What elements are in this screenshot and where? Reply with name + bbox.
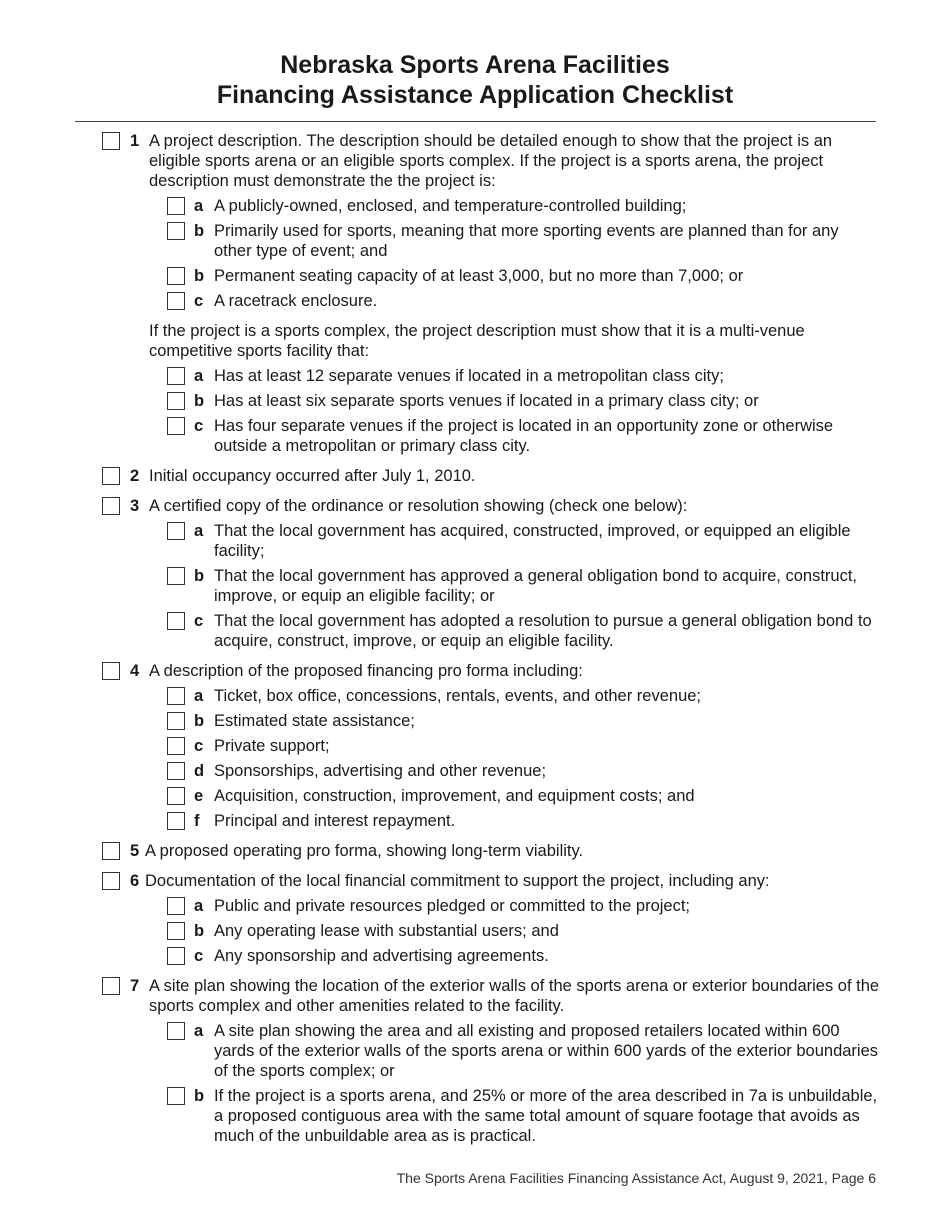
checklist-subitem (0, 921, 950, 941)
subitem-text: Principal and interest repayment. (214, 812, 456, 830)
checkbox[interactable] (167, 1022, 185, 1040)
subitem-letter: b (194, 392, 205, 410)
subitem-letter: b (194, 1087, 205, 1105)
item-text: A proposed operating pro forma, showing long-term viability. (145, 842, 584, 860)
subitem-text: Has at least 12 separate venues if located in a metropolitan class city; (214, 367, 724, 385)
checkbox[interactable] (167, 392, 185, 410)
item-number: 1 (130, 132, 140, 150)
checkbox[interactable] (167, 612, 185, 630)
checklist-subitem (0, 786, 950, 806)
checkbox[interactable] (102, 132, 120, 150)
subitem-letter: a (194, 522, 204, 540)
item-number: 3 (130, 497, 140, 515)
checklist-subitem (0, 811, 950, 831)
subitem-letter: c (194, 292, 204, 310)
checkbox[interactable] (102, 662, 120, 680)
item-text: A description of the proposed financing pro forma including: (149, 662, 583, 680)
checkbox[interactable] (167, 1087, 185, 1105)
checkbox[interactable] (167, 222, 185, 240)
subitem-text: That the local government has adopted a resolution to pursue a general obligation bond to acquire, construct, improve, or equip an eligible facility. (214, 612, 872, 650)
subitem-text: Estimated state assistance; (214, 712, 415, 730)
checklist-subitem (0, 896, 950, 916)
checkbox[interactable] (167, 367, 185, 385)
checklist-subitem (0, 416, 950, 456)
title-divider (75, 121, 876, 122)
checkbox[interactable] (167, 922, 185, 940)
checkbox[interactable] (167, 787, 185, 805)
title-line-1: Nebraska Sports Arena Facilities (280, 51, 670, 79)
checklist-subitem (0, 736, 950, 756)
checklist-item-4 (0, 661, 950, 681)
subitem-letter: b (194, 712, 205, 730)
checklist-item-1 (0, 131, 950, 191)
subitem-text: If the project is a sports arena, and 25% or more of the area described in 7a is unbuildable, a proposed contiguous area with the same total amount of square footage that avoids as much of the unbuildable area as is practical. (214, 1087, 878, 1145)
checklist-subitem (0, 366, 950, 386)
subitem-letter: a (194, 897, 204, 915)
item-number: 7 (130, 977, 140, 995)
subitem-letter: b (194, 922, 205, 940)
subitem-letter: b (194, 567, 205, 585)
item-text: A site plan showing the location of the exterior walls of the sports arena or exterior boundaries of the sports complex and other amenities related to the facility. (149, 977, 880, 1015)
subitem-text: Public and private resources pledged or committed to the project; (214, 897, 691, 915)
subitem-text: Ticket, box office, concessions, rentals, events, and other revenue; (214, 687, 702, 705)
item-text: Initial occupancy occurred after July 1, 2010. (149, 467, 476, 485)
subitem-letter: c (194, 947, 204, 965)
checklist-item-2 (0, 466, 950, 486)
checklist-subitem (0, 761, 950, 781)
checklist-item-6 (0, 871, 950, 891)
subitem-text: That the local government has acquired, constructed, improved, or equipped an eligible facility; (214, 522, 851, 560)
checkbox[interactable] (167, 292, 185, 310)
subitem-letter: a (194, 367, 204, 385)
checkbox[interactable] (167, 737, 185, 755)
checkbox[interactable] (167, 947, 185, 965)
subitem-letter: a (194, 197, 204, 215)
checklist-item-5 (0, 841, 950, 861)
checklist-subitem (0, 291, 950, 311)
subitem-text: Any operating lease with substantial users; and (214, 922, 559, 940)
subitem-letter: e (194, 787, 204, 805)
checklist-subitem (0, 1021, 950, 1081)
item-number: 2 (130, 467, 140, 485)
subitem-text: Primarily used for sports, meaning that more sporting events are planned than for any other type of event; and (214, 222, 839, 260)
checklist-item-7 (0, 976, 950, 1016)
subitem-text: A publicly-owned, enclosed, and temperature-controlled building; (214, 197, 687, 215)
subitem-letter: c (194, 417, 204, 435)
checkbox[interactable] (167, 897, 185, 915)
subitem-letter: b (194, 267, 205, 285)
subitem-letter: d (194, 762, 205, 780)
subitem-letter: c (194, 612, 204, 630)
checkbox[interactable] (167, 267, 185, 285)
subitem-text: Sponsorships, advertising and other revenue; (214, 762, 547, 780)
checkbox[interactable] (102, 467, 120, 485)
checklist-subitem (0, 221, 950, 261)
subitem-text: Has four separate venues if the project is located in an opportunity zone or otherwise outside a metropolitan or primary class city. (214, 417, 834, 455)
page-footer: The Sports Arena Facilities Financing Assistance Act, August 9, 2021, Page 6 (396, 1170, 876, 1186)
subitem-text: A racetrack enclosure. (214, 292, 378, 310)
checkbox[interactable] (167, 522, 185, 540)
checklist-subitem (0, 521, 950, 561)
checklist-item-3 (0, 496, 950, 516)
checklist-subitem (0, 946, 950, 966)
checkbox[interactable] (102, 497, 120, 515)
checkbox[interactable] (102, 842, 120, 860)
checkbox[interactable] (167, 197, 185, 215)
subitem-text: A site plan showing the area and all existing and proposed retailers located within 600 yards of the exterior walls of the sports arena or within 600 yards of the exterior boundaries of the sports complex; or (214, 1022, 879, 1080)
item-text: A certified copy of the ordinance or resolution showing (check one below): (149, 497, 688, 515)
checkbox[interactable] (167, 812, 185, 830)
checkbox[interactable] (167, 417, 185, 435)
page-title (0, 50, 950, 110)
subitem-letter: c (194, 737, 204, 755)
checkbox[interactable] (102, 872, 120, 890)
checklist-subitem (0, 1086, 950, 1146)
checkbox[interactable] (102, 977, 120, 995)
checklist (0, 131, 950, 1151)
subitem-text: That the local government has approved a general obligation bond to acquire, construct, improve, or equip an eligible facility; or (214, 567, 857, 605)
subitem-letter: a (194, 1022, 204, 1040)
subitem-text: Permanent seating capacity of at least 3,000, but no more than 7,000; or (214, 267, 744, 285)
checklist-subitem (0, 686, 950, 706)
checklist-subitem (0, 711, 950, 731)
complex-intro: If the project is a sports complex, the project description must show that it is a multi-venue competitive sports facility that: (149, 322, 805, 360)
item-text: A project description. The description should be detailed enough to show that the project is an eligible sports arena or an eligible sports complex. If the project is a sports arena, the project description must demonstrate the the project is: (149, 132, 833, 190)
checklist-subitem (0, 611, 950, 651)
checkbox[interactable] (167, 567, 185, 585)
checkbox[interactable] (167, 762, 185, 780)
subitem-text: Any sponsorship and advertising agreements. (214, 947, 549, 965)
item-text: Documentation of the local financial commitment to support the project, including any: (145, 872, 770, 890)
subitem-text: Has at least six separate sports venues if located in a primary class city; or (214, 392, 759, 410)
checklist-subitem (0, 391, 950, 411)
subitem-text: Private support; (214, 737, 330, 755)
item-number: 5 (130, 842, 140, 860)
checklist-subitem (0, 566, 950, 606)
item-number: 4 (130, 662, 140, 680)
subitem-letter: f (194, 812, 200, 830)
subitem-letter: b (194, 222, 205, 240)
subitem-letter: a (194, 687, 204, 705)
title-line-2: Financing Assistance Application Checklist (216, 81, 734, 109)
item-number: 6 (130, 872, 140, 890)
checkbox[interactable] (167, 687, 185, 705)
checklist-subitem (0, 196, 950, 216)
subitem-text: Acquisition, construction, improvement, and equipment costs; and (214, 787, 695, 805)
checklist-subitem (0, 266, 950, 286)
checkbox[interactable] (167, 712, 185, 730)
